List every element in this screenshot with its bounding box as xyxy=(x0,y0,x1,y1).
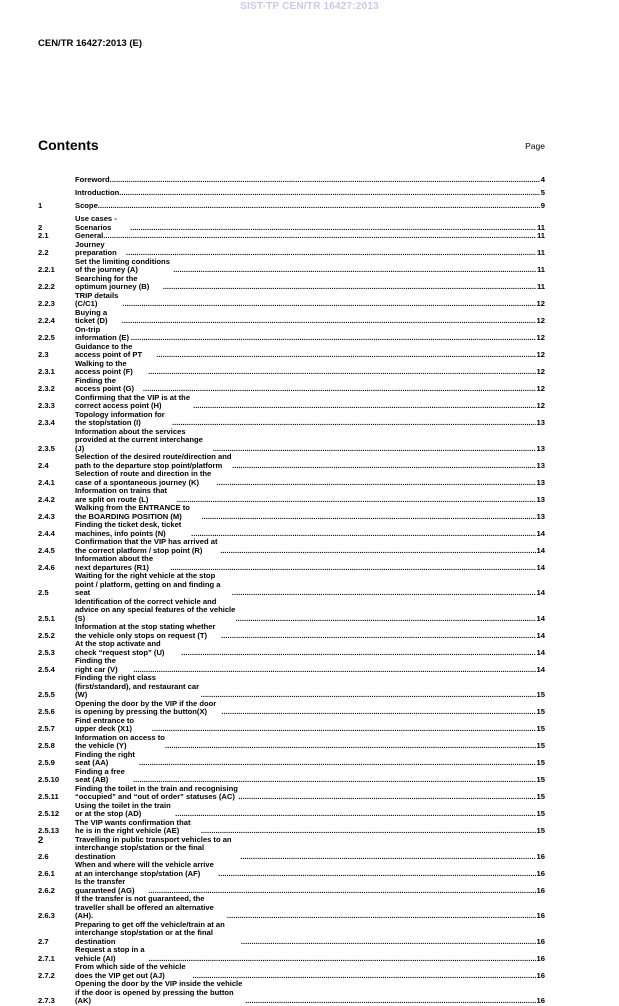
toc-entry[interactable] xyxy=(38,921,545,947)
toc-dot-leader xyxy=(218,870,535,879)
toc-entry-number: 2 xyxy=(38,222,43,232)
toc-entry-number: 2.6.3 xyxy=(38,911,55,921)
toc-entry-page: 13 xyxy=(536,418,545,428)
toc-entry-number: 2.5.3 xyxy=(38,647,55,657)
toc-dot-leader xyxy=(143,385,536,394)
toc-entry[interactable] xyxy=(38,343,545,360)
toc-dot-leader xyxy=(201,827,536,836)
toc-entry[interactable] xyxy=(38,360,545,377)
toc-entry-page: 13 xyxy=(536,494,545,504)
toc-entry-page: 11 xyxy=(536,248,545,258)
toc-entry-title: Confirming that the VIP is at the correct access point (H) xyxy=(75,392,191,411)
toc-entry-number: 2.7.1 xyxy=(38,953,55,963)
toc-entry-number: 2.5.1 xyxy=(38,613,55,623)
toc-dot-leader xyxy=(152,725,536,734)
toc-entry-number: 2.3.5 xyxy=(38,443,55,453)
toc-entry[interactable] xyxy=(38,878,545,895)
toc-entry-number: 2.7 xyxy=(38,936,49,946)
toc-entry[interactable] xyxy=(38,275,545,292)
toc-entry-title: Waiting for the right vehicle at the stop point / platform, getting on and finding a seat xyxy=(75,571,221,598)
toc-entry[interactable] xyxy=(38,734,545,751)
toc-entry[interactable] xyxy=(38,700,545,717)
toc-entry[interactable] xyxy=(38,836,545,862)
table-of-contents xyxy=(38,176,545,1006)
toc-entry-title: On-trip information (E) xyxy=(75,324,129,343)
toc-entry-title: Information about the next departures (R1) xyxy=(75,554,154,572)
toc-entry-page: 14 xyxy=(536,647,545,657)
toc-dot-leader xyxy=(193,972,536,981)
toc-dot-leader xyxy=(131,334,536,343)
toc-entry-title: Selection of the desired route/direction and path to the departure stop point/platform xyxy=(75,452,232,470)
toc-entry-page: 15 xyxy=(536,724,545,734)
toc-dot-leader xyxy=(110,176,540,185)
toc-entry-title: Finding the access point (G) xyxy=(75,375,135,394)
toc-entry-number: 2.5.4 xyxy=(38,664,55,674)
toc-entry-number: 2.5 xyxy=(38,588,49,598)
toc-entry-number: 2.2 xyxy=(38,248,49,258)
toc-entry-title: Walking from the ENTRANCE to the BOARDING POSITION (M) xyxy=(75,503,190,521)
toc-entry-title: Information about the services provided at the current interchange (J) xyxy=(75,426,203,453)
toc-entry[interactable] xyxy=(38,411,545,428)
toc-entry-title: Finding a free seat (AB) xyxy=(75,766,125,785)
toc-entry[interactable] xyxy=(38,717,545,734)
toc-entry-page: 12 xyxy=(536,401,545,411)
toc-dot-leader xyxy=(148,368,535,377)
toc-entry-title: Selection of route and direction in the case of a spontaneous journey (K) xyxy=(75,469,212,487)
toc-dot-leader xyxy=(163,283,536,292)
toc-entry-title: Travelling in public transport vehicles to an interchange stop/station or the final destination xyxy=(75,834,232,861)
toc-entry-page: 14 xyxy=(536,630,545,640)
toc-dot-leader xyxy=(201,691,536,700)
toc-dot-leader xyxy=(175,810,535,819)
toc-entry-title: Request a stop in a vehicle (AI) xyxy=(75,945,145,963)
toc-entry-page: 15 xyxy=(536,690,545,700)
toc-entry-page: 15 xyxy=(536,775,545,785)
toc-dot-leader xyxy=(156,351,535,360)
toc-entry-number: 2.2.2 xyxy=(38,282,55,292)
toc-dot-leader xyxy=(232,589,536,598)
toc-entry-page: 16 xyxy=(536,970,545,980)
toc-dot-leader xyxy=(165,742,536,751)
toc-entry-title: Use cases - Scenarios xyxy=(75,214,117,232)
toc-entry-page: 16 xyxy=(536,885,545,895)
toc-dot-leader xyxy=(122,300,535,309)
toc-entry-title: Scope xyxy=(75,201,98,211)
toc-entry-number: 2.4.4 xyxy=(38,528,55,538)
toc-dot-leader xyxy=(181,649,535,658)
toc-dot-leader xyxy=(122,317,536,326)
toc-entry-page: 15 xyxy=(536,792,545,802)
toc-dot-leader xyxy=(240,853,535,862)
toc-entry-title: Journey preparation xyxy=(75,239,117,258)
toc-entry-title: Introduction xyxy=(75,188,120,198)
toc-entry[interactable] xyxy=(38,674,545,700)
toc-entry-page: 12 xyxy=(536,316,545,326)
toc-dot-leader xyxy=(217,479,536,488)
toc-entry[interactable] xyxy=(38,861,545,878)
toc-entry[interactable] xyxy=(38,657,545,674)
toc-entry-number: 2.4.5 xyxy=(38,545,55,555)
toc-dot-leader xyxy=(177,496,536,505)
toc-entry-page: 15 xyxy=(536,707,545,717)
toc-entry-number: 2.5.12 xyxy=(38,809,60,819)
watermark: SIST-TP CEN/TR 16427:2013 xyxy=(240,1,379,12)
toc-dot-leader xyxy=(103,232,536,241)
toc-entry-page: 11 xyxy=(536,282,545,292)
toc-entry-number: 2.7.3 xyxy=(38,996,55,1006)
toc-entry-number: 2.5.5 xyxy=(38,690,55,700)
toc-entry-title: The VIP wants confirmation that he is in the right vehicle (AE) xyxy=(75,817,191,836)
toc-entry[interactable] xyxy=(38,538,545,555)
toc-entry-page: 13 xyxy=(536,477,545,487)
toc-entry-page: 4 xyxy=(540,175,545,184)
toc-dot-leader xyxy=(98,202,540,211)
toc-dot-leader xyxy=(148,887,535,896)
toc-entry[interactable] xyxy=(38,555,545,572)
toc-entry-title: Information on trains that are split on route (L) xyxy=(75,486,167,504)
toc-entry-title: Foreword xyxy=(75,175,110,184)
toc-entry-number: 2.3 xyxy=(38,350,49,360)
toc-entry-page: 15 xyxy=(536,826,545,836)
toc-entry-page: 12 xyxy=(536,333,545,343)
page-column-label: Page xyxy=(525,141,545,151)
toc-entry-title: General xyxy=(75,231,104,241)
toc-entry-number: 1 xyxy=(38,201,43,211)
toc-dot-leader xyxy=(149,955,536,964)
toc-entry-page: 12 xyxy=(536,350,545,360)
toc-entry-number: 2.5.7 xyxy=(38,724,55,734)
toc-entry-page: 16 xyxy=(536,936,545,946)
toc-dot-leader xyxy=(172,419,536,428)
toc-entry-page: 15 xyxy=(536,758,545,768)
toc-entry-number: 2.5.13 xyxy=(38,826,60,836)
toc-dot-leader xyxy=(202,513,536,522)
toc-entry-number: 2.6.1 xyxy=(38,868,55,878)
toc-entry-number: 2.5.9 xyxy=(38,758,55,768)
toc-entry-number: 2.5.6 xyxy=(38,707,55,717)
toc-entry-title: Searching for the optimum journey (B) xyxy=(75,273,150,292)
toc-entry-page: 11 xyxy=(536,265,545,275)
toc-entry[interactable] xyxy=(38,751,545,768)
toc-dot-leader xyxy=(241,938,536,947)
toc-entry-number: 2.6.2 xyxy=(38,885,55,895)
contents-heading: Contents xyxy=(38,137,99,153)
toc-entry-title: Information on access to the vehicle (Y) xyxy=(75,732,165,751)
toc-dot-leader xyxy=(238,793,535,802)
toc-entry-page: 11 xyxy=(536,222,545,232)
toc-entry-title: Walking to the access point (F) xyxy=(75,358,133,377)
toc-entry-title: When and where will the vehicle arrive at an interchange stop/station (AF) xyxy=(75,860,214,878)
toc-dot-leader xyxy=(193,402,535,411)
page-number: 2 xyxy=(38,835,44,846)
toc-entry-number: 2.2.3 xyxy=(38,299,55,309)
document-id: CEN/TR 16427:2013 (E) xyxy=(38,38,143,49)
toc-entry[interactable] xyxy=(38,980,545,1006)
toc-entry[interactable] xyxy=(38,176,545,185)
toc-entry-page: 15 xyxy=(536,741,545,751)
toc-dot-leader xyxy=(245,997,535,1006)
toc-entry[interactable] xyxy=(38,504,545,521)
toc-entry-title: Guidance to the access point of PT xyxy=(75,341,143,360)
toc-dot-leader xyxy=(221,708,535,717)
toc-entry-page: 14 xyxy=(536,664,545,674)
toc-dot-leader xyxy=(139,759,536,768)
toc-entry-number: 2.3.1 xyxy=(38,367,55,377)
toc-entry-page: 15 xyxy=(536,809,545,819)
toc-entry[interactable] xyxy=(38,946,545,963)
toc-dot-leader xyxy=(191,530,535,539)
toc-dot-leader xyxy=(221,632,535,641)
toc-entry-title: Opening the door by the VIP inside the vehicle if the door is opened by pressing the button (AK) xyxy=(75,979,243,1006)
toc-entry-page: 9 xyxy=(540,201,545,211)
toc-entry-page: 11 xyxy=(536,231,545,241)
toc-entry-title: Confirmation that the VIP has arrived at the correct platform / stop point (R) xyxy=(75,537,218,555)
toc-dot-leader xyxy=(232,462,535,471)
toc-dot-leader xyxy=(213,445,536,454)
toc-dot-leader xyxy=(173,266,536,275)
toc-entry-title: Opening the door by the VIP if the door is opening by pressing the button(X) xyxy=(75,698,217,717)
toc-entry[interactable] xyxy=(38,428,545,454)
toc-entry[interactable] xyxy=(38,258,545,275)
toc-entry-number: 2.2.4 xyxy=(38,316,55,326)
toc-entry-page: 14 xyxy=(536,528,545,538)
toc-entry-page: 16 xyxy=(536,868,545,878)
toc-entry[interactable] xyxy=(38,470,545,487)
toc-entry[interactable] xyxy=(38,819,545,836)
toc-entry-page: 16 xyxy=(536,953,545,963)
toc-entry-number: 2.4.2 xyxy=(38,494,55,504)
toc-entry[interactable] xyxy=(38,963,545,980)
toc-entry-page: 13 xyxy=(536,443,545,453)
toc-entry-title: Information at the stop stating whether the vehicle only stops on request (T) xyxy=(75,622,216,640)
toc-entry[interactable] xyxy=(38,640,545,657)
toc-entry-number: 2.5.11 xyxy=(38,792,59,802)
toc-dot-leader xyxy=(119,189,539,198)
toc-entry-number: 2.5.8 xyxy=(38,741,55,751)
toc-entry-number: 2.6 xyxy=(38,851,49,861)
toc-entry-page: 16 xyxy=(536,911,545,921)
toc-entry-title: Find entrance to upper deck (X1) xyxy=(75,715,135,734)
toc-entry[interactable] xyxy=(38,309,545,326)
toc-entry-page: 12 xyxy=(536,299,545,309)
toc-entry-title: TRIP details (C/C1) xyxy=(75,290,119,309)
toc-entry[interactable] xyxy=(38,785,545,802)
toc-entry-number: 2.4.3 xyxy=(38,511,55,521)
toc-entry-title: Finding the right seat (AA) xyxy=(75,749,135,768)
toc-dot-leader xyxy=(227,912,536,921)
toc-entry-number: 2.5.10 xyxy=(38,775,60,785)
toc-entry[interactable] xyxy=(38,232,545,241)
toc-entry-number: 2.3.3 xyxy=(38,401,55,411)
toc-dot-leader xyxy=(130,224,536,233)
toc-entry-title: Finding the ticket desk, ticket machines, info points (N) xyxy=(75,520,182,538)
toc-entry-number: 2.2.5 xyxy=(38,333,55,343)
toc-entry-number: 2.2.1 xyxy=(38,265,55,275)
toc-entry[interactable] xyxy=(38,521,545,538)
toc-entry-title: Identification of the correct vehicle and advice on any special features of the vehicle (S) xyxy=(75,596,236,623)
toc-dot-leader xyxy=(126,249,536,258)
toc-entry[interactable] xyxy=(38,241,545,258)
toc-entry-title: Finding the right car (V) xyxy=(75,656,118,674)
toc-entry-title: Is the transfer guaranteed (AG) xyxy=(75,877,135,895)
toc-entry-page: 14 xyxy=(536,588,545,598)
toc-entry-title: Finding the toilet in the train and recognising “occupied” and “out of order” statuses (AC) xyxy=(75,783,238,802)
toc-entry[interactable] xyxy=(38,189,545,198)
toc-entry[interactable] xyxy=(38,202,545,211)
toc-entry-title: Topology information for the stop/station (I) xyxy=(75,409,165,428)
toc-entry-title: From which side of the vehicle does the VIP get out (AJ) xyxy=(75,962,186,980)
toc-entry-page: 12 xyxy=(536,384,545,394)
toc-entry[interactable] xyxy=(38,215,545,232)
toc-entry[interactable] xyxy=(38,572,545,598)
toc-entry-page: 14 xyxy=(536,613,545,623)
toc-entry-page: 14 xyxy=(536,562,545,572)
toc-dot-leader xyxy=(220,547,535,556)
toc-entry-number: 2.1 xyxy=(38,231,49,241)
toc-entry-page: 16 xyxy=(536,996,545,1006)
toc-entry-title: Preparing to get off the vehicle/train at an interchange stop/station or at the final destination xyxy=(75,919,225,946)
toc-entry[interactable] xyxy=(38,598,545,624)
toc-dot-leader xyxy=(170,564,535,573)
toc-entry-number: 2.5.2 xyxy=(38,630,55,640)
toc-entry[interactable] xyxy=(38,895,545,921)
toc-entry-number: 2.4 xyxy=(38,460,49,470)
toc-entry-page: 13 xyxy=(536,460,545,470)
toc-entry-number: 2.3.2 xyxy=(38,384,55,394)
toc-entry-title: Finding the right class (first/standard), and restaurant car (W) xyxy=(75,673,200,700)
toc-entry-title: Buying a ticket (D) xyxy=(75,307,108,326)
toc-entry[interactable] xyxy=(38,326,545,343)
toc-entry-page: 13 xyxy=(536,511,545,521)
toc-entry-number: 2.7.2 xyxy=(38,970,55,980)
toc-entry[interactable] xyxy=(38,768,545,785)
toc-entry-page: 14 xyxy=(536,545,545,555)
toc-entry[interactable] xyxy=(38,623,545,640)
toc-entry-number: 2.3.4 xyxy=(38,418,55,428)
toc-dot-leader xyxy=(133,666,535,675)
toc-entry-title: At the stop activate and check “request stop” (U) xyxy=(75,639,165,657)
toc-entry-title: Set the limiting conditions of the journey (A) xyxy=(75,256,170,275)
toc-entry[interactable] xyxy=(38,453,545,470)
toc-entry-page: 5 xyxy=(540,188,545,198)
toc-entry[interactable] xyxy=(38,802,545,819)
toc-entry-title: If the transfer is not guaranteed, the traveller shall be offered an alternative (AH). xyxy=(75,894,214,921)
toc-entry-page: 12 xyxy=(536,367,545,377)
toc-entry[interactable] xyxy=(38,487,545,504)
toc-entry[interactable] xyxy=(38,394,545,411)
toc-entry-page: 16 xyxy=(536,851,545,861)
toc-entry-number: 2.4.6 xyxy=(38,562,55,572)
toc-entry-number: 2.4.1 xyxy=(38,477,55,487)
toc-entry[interactable] xyxy=(38,377,545,394)
toc-entry-title: Using the toilet in the train or at the stop (AD) xyxy=(75,800,171,819)
toc-dot-leader xyxy=(236,615,536,624)
toc-entry[interactable] xyxy=(38,292,545,309)
